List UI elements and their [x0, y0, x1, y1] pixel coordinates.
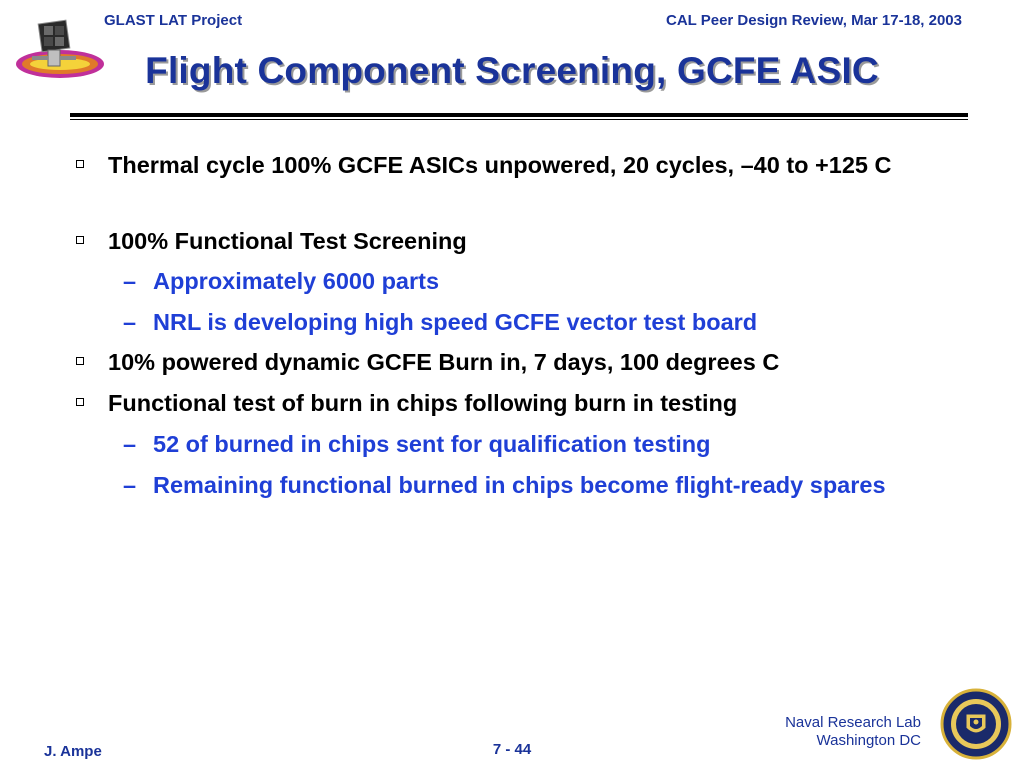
bullet-text: Thermal cycle 100% GCFE ASICs unpowered, 20 cycles, –40 to +125 C — [108, 152, 892, 178]
bullet-item — [108, 224, 968, 258]
square-bullet-icon — [76, 236, 84, 244]
bullet-item — [108, 345, 968, 379]
square-bullet-icon — [76, 398, 84, 406]
dash-bullet-icon: – — [123, 268, 137, 294]
square-bullet-icon — [76, 357, 84, 365]
title-divider-thin — [70, 119, 968, 120]
dash-bullet-icon: – — [123, 472, 137, 498]
bullet-item — [108, 386, 968, 420]
dash-bullet-icon: – — [123, 431, 137, 457]
sub-bullet-text: Remaining functional burned in chips become flight-ready spares — [153, 472, 886, 498]
square-bullet-icon — [76, 160, 84, 168]
bullet-item — [108, 148, 968, 182]
sub-bullet-item — [123, 468, 968, 502]
bullet-text: Functional test of burn in chips following burn in testing — [108, 390, 738, 416]
page-number: 7 - 44 — [492, 741, 532, 758]
sub-bullet-text: 52 of burned in chips sent for qualification testing — [153, 431, 711, 457]
bullet-text: 10% powered dynamic GCFE Burn in, 7 days, 100 degrees C — [108, 349, 780, 375]
project-name: GLAST LAT Project — [104, 12, 243, 29]
sub-bullet-item — [123, 305, 968, 339]
organization-label — [785, 714, 921, 750]
title-divider-thick — [70, 113, 968, 117]
review-name: CAL Peer Design Review, Mar 17-18, 2003 — [666, 12, 962, 29]
slide-title: Flight Component Screening, GCFE ASIC — [145, 50, 879, 91]
organization-line-1: Naval Research Lab — [785, 714, 921, 731]
dash-bullet-icon: – — [123, 309, 137, 335]
organization-line-2: Washington DC — [816, 732, 921, 749]
sub-bullet-item — [123, 427, 968, 461]
author-name: J. Ampe — [44, 743, 102, 760]
sub-bullet-text: NRL is developing high speed GCFE vector test board — [153, 309, 758, 335]
sub-bullet-text: Approximately 6000 parts — [153, 268, 440, 294]
bullet-text: 100% Functional Test Screening — [108, 228, 467, 254]
naval-research-lab-seal-icon — [940, 688, 1012, 760]
sub-bullet-item — [123, 264, 968, 298]
